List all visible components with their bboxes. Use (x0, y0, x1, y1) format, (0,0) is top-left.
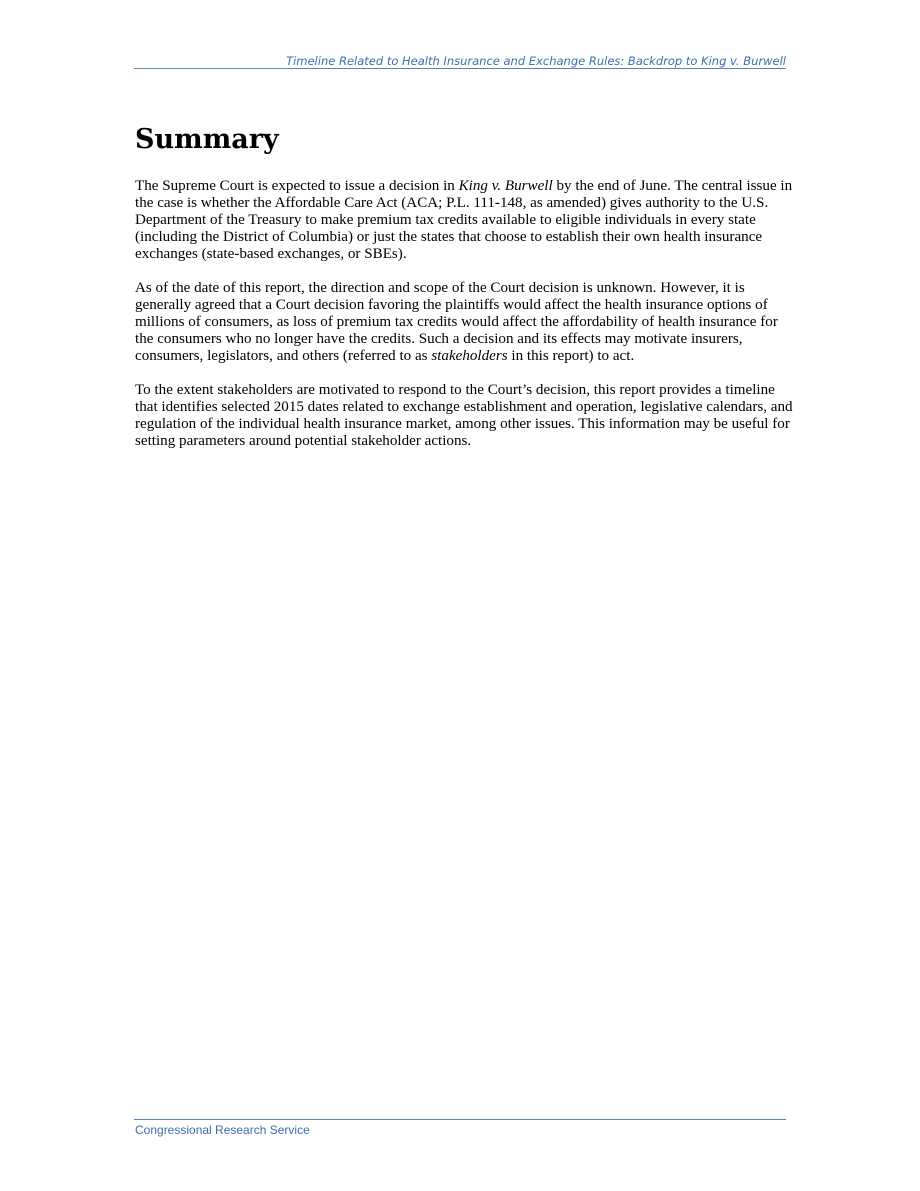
paragraph-text: As of the date of this report, the direction and scope of the Court decision is unknown. However, it is generally agreed that a Court decision favoring the plaintiffs would affect the health insurance options of millions of consumers, as loss of premium tax credits would affect the affordability of health insurance for the consumers who no longer have the credits. Such a decision and its effects may motivate insurers, consumers, legislators, and others (referred to as (135, 280, 778, 364)
footer-divider (134, 1119, 786, 1120)
header-divider (134, 68, 786, 69)
footer-organization: Congressional Research Service (135, 1123, 310, 1137)
summary-paragraph-1 (135, 178, 795, 263)
case-name: King v. Burwell (458, 178, 553, 194)
summary-paragraph-2 (135, 280, 795, 365)
defined-term: stakeholders (431, 348, 508, 364)
paragraph-text: The Supreme Court is expected to issue a decision in (135, 178, 459, 194)
running-header: Timeline Related to Health Insurance and Exchange Rules: Backdrop to King v. Burwell (286, 54, 786, 68)
summary-body (135, 178, 795, 467)
page-title: Summary (135, 124, 279, 155)
paragraph-text: in this report) to act. (507, 348, 635, 364)
paragraph-text: by the end of June. The central issue in the case is whether the Affordable Care Act (ACA; P.L. 111-148, as amended) gives authority to the U.S. Department of the Treasury to make premium tax credits available to eligible individuals in every state (including the District of Columbia) or just the states that choose to establish their own health insurance exchanges (state-based exchanges, or SBEs). (135, 178, 793, 262)
summary-paragraph-3: To the extent stakeholders are motivated to respond to the Court’s decision, this report provides a timeline that identifies selected 2015 dates related to exchange establishment and operation, legislative calendars, and regulation of the individual health insurance market, among other issues. This information may be useful for setting parameters around potential stakeholder actions. (135, 382, 793, 449)
